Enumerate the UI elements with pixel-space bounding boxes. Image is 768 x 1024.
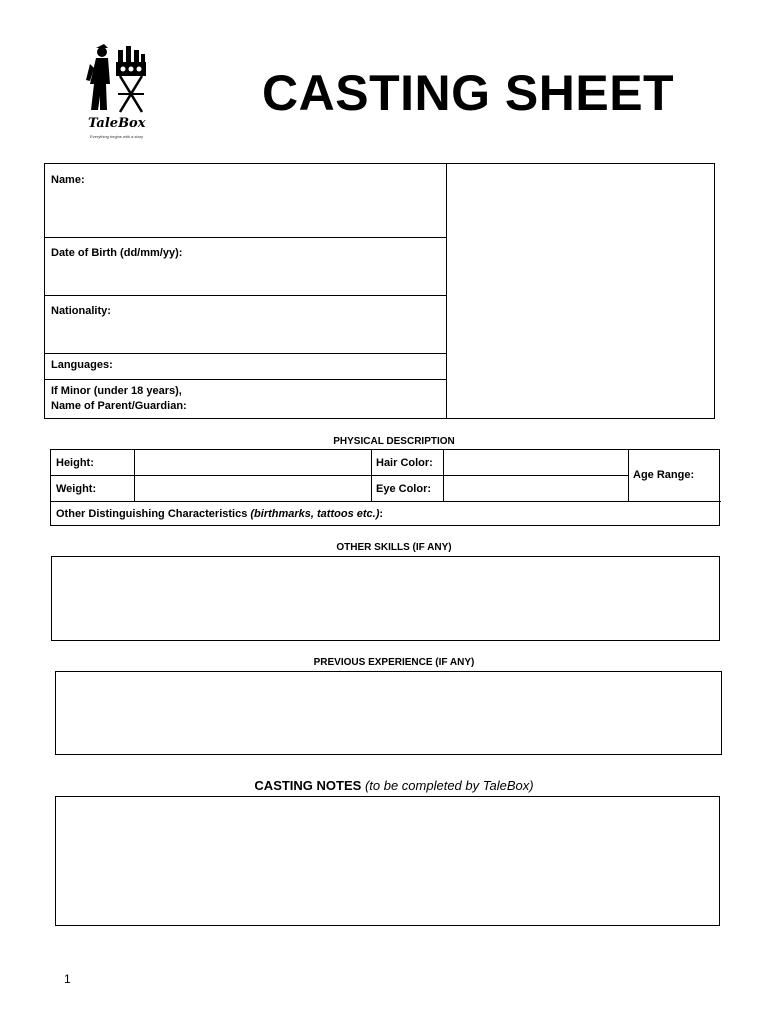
nationality-label: Nationality: bbox=[51, 305, 111, 317]
dob-field[interactable] bbox=[51, 265, 440, 291]
dob-row bbox=[45, 237, 446, 295]
eye-color-label: Eye Color: bbox=[376, 483, 432, 495]
experience-textarea[interactable] bbox=[60, 676, 721, 754]
languages-field[interactable] bbox=[117, 357, 441, 377]
experience-box bbox=[55, 671, 722, 755]
other-characteristics-label bbox=[56, 506, 383, 522]
page-title: CASTING SHEET bbox=[262, 65, 675, 121]
name-label: Name: bbox=[51, 174, 85, 186]
weight-label: Weight: bbox=[56, 483, 97, 495]
divider bbox=[51, 501, 721, 502]
name-field[interactable] bbox=[51, 192, 440, 230]
casting-notes-box bbox=[55, 796, 720, 926]
experience-heading: PREVIOUS EXPERIENCE (IF ANY) bbox=[313, 657, 475, 668]
skills-textarea[interactable] bbox=[56, 561, 719, 640]
divider bbox=[628, 450, 629, 501]
dob-label: Date of Birth (dd/mm/yy): bbox=[51, 247, 183, 259]
minor-label-line2: Name of Parent/Guardian: bbox=[51, 400, 187, 412]
name-row bbox=[45, 164, 446, 237]
talebox-logo bbox=[60, 40, 160, 144]
casting-notes-hint: (to be completed by TaleBox) bbox=[364, 778, 534, 793]
photo-box[interactable] bbox=[446, 163, 716, 419]
other-characteristics-text: Other Distinguishing Characteristics bbox=[56, 508, 248, 520]
divider bbox=[51, 475, 628, 476]
weight-field[interactable] bbox=[139, 479, 371, 501]
physical-table bbox=[50, 449, 720, 526]
casting-notes-title: CASTING NOTES bbox=[254, 778, 362, 793]
hair-color-field[interactable] bbox=[448, 453, 628, 475]
age-range-label: Age Range: bbox=[633, 469, 695, 481]
logo-tagline: Everything begins with a story bbox=[90, 134, 144, 139]
languages-row bbox=[45, 353, 446, 379]
minor-label-line1: If Minor (under 18 years), bbox=[51, 385, 182, 397]
other-characteristics-field[interactable] bbox=[396, 504, 720, 526]
other-characteristics-hint: (birthmarks, tattoos etc.) bbox=[250, 508, 380, 520]
guardian-row bbox=[45, 379, 446, 419]
eye-color-field[interactable] bbox=[448, 479, 628, 501]
casting-notes-textarea[interactable] bbox=[60, 801, 719, 925]
languages-label: Languages: bbox=[51, 359, 113, 371]
physical-heading: PHYSICAL DESCRIPTION bbox=[333, 436, 455, 447]
page-number: 1 bbox=[64, 972, 71, 986]
skills-heading: OTHER SKILLS (IF ANY) bbox=[336, 542, 452, 553]
casting-notes-heading bbox=[10, 778, 768, 793]
logo-wordmark: TaleBox bbox=[88, 116, 146, 131]
skills-box bbox=[51, 556, 720, 641]
height-field[interactable] bbox=[139, 453, 371, 475]
nationality-row bbox=[45, 295, 446, 353]
director-chair-icon bbox=[60, 40, 160, 120]
height-label: Height: bbox=[56, 457, 94, 469]
nationality-field[interactable] bbox=[51, 323, 440, 349]
hair-color-label: Hair Color: bbox=[376, 457, 433, 469]
guardian-field[interactable] bbox=[205, 398, 441, 418]
personal-info-table bbox=[44, 163, 715, 419]
colon: : bbox=[379, 508, 384, 520]
